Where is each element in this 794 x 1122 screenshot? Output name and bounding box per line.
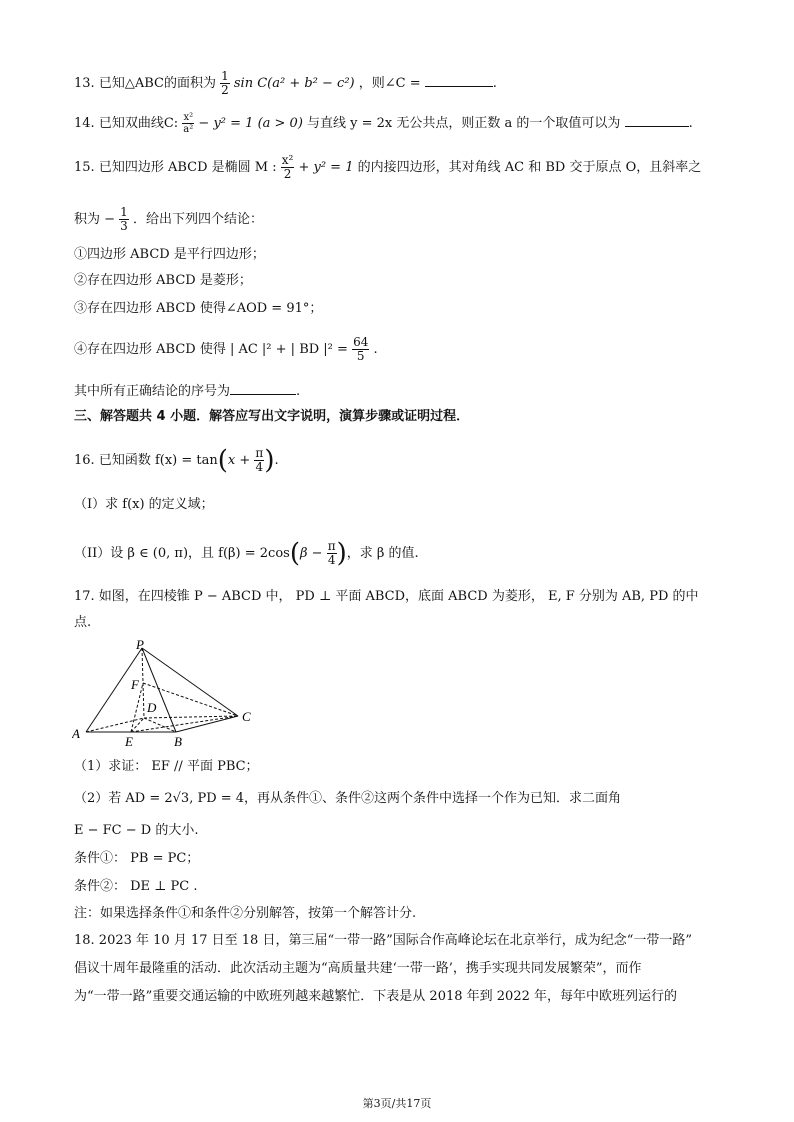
label-b: B [174,734,182,749]
edge-pc [142,648,238,716]
q17-line-2: 点. [74,615,92,630]
q17-condition-2: 条件②： DE ⊥ PC . [74,879,198,894]
label-d: D [147,700,157,715]
label-a: A [72,726,80,741]
edge-ad [86,718,144,732]
q14-answer-blank[interactable] [625,112,689,127]
edge-dc [144,716,238,718]
q15-conclusion-4: ④存在四边形 ABCD 使得 | AC |² + | BD |² = $\frac{64}{5}$ . [74,335,378,363]
q16-part-1: （I）求 f(x) 的定义域； [74,497,214,512]
q13-answer-blank[interactable] [425,72,493,87]
q14-text: 已知双曲线C: [98,116,179,131]
q15-expression: + y² = 1 [298,160,354,175]
q14-fraction: $\frac{\text{x²}}{\text{a²}}$ [183,112,194,135]
q16-fraction: $\frac{\pi}{4}$ [255,446,264,474]
q15-text: 已知四边形 ABCD 是椭圆 M : [98,160,277,175]
q15-fraction: $\frac{\text{x²}}{2}$ [281,153,294,181]
q15-answer-line: 其中所有正确结论的序号为 . [74,380,300,401]
pyramid-figure [72,638,272,753]
q15-conclusion-1: ①四边形 ABCD 是平行四边形； [74,247,265,262]
q15-text-2: 的内接四边形，其对角线 AC 和 BD 交于原点 O，且斜率之 [357,160,702,175]
q13-fraction: $\frac{1}{2}$ [221,69,229,97]
q14-number: 14. [74,116,95,131]
q16-p2-fraction: $\frac{\pi}{4}$ [327,539,336,567]
page-footer: 第3页/共17页 [362,1097,432,1110]
q14-text-2: 与直线 y = 2x 无公共点，则正数 a 的一个取值可以为 [307,116,621,131]
q15-c4-fraction: $\frac{64}{5}$ [353,335,369,363]
q17-condition-1: 条件①： PB = PC； [74,851,200,866]
q17-part-1: （1）求证： EF // 平面 PBC； [74,759,259,774]
q15-number: 15. [74,160,95,175]
label-e: E [125,734,133,749]
q14-expression: − y² = 1 (a > 0) [198,116,303,131]
q18-line-2: 倡议十周年最隆重的活动．此次活动主题为“高质量共建‘一带一路’，携手实现共同发展繁荣”，而作 [74,961,642,976]
q13-text-2: ，则∠C = [358,76,421,91]
q15-line-2: 积为 − $\frac{1}{3}$ ．给出下列四个结论： [74,205,263,233]
edge-fc [143,683,238,716]
q13-line: 13. 已知△ABC的面积为 $\frac{1}{2}$ sin C(a² + b² − c²) ，则∠C = . [74,69,497,97]
edge-bc [176,716,238,732]
q13-text: 已知△ABC的面积为 [98,76,216,91]
q17-part-2-cont: E − FC − D 的大小. [74,823,199,838]
q15-line-1 [74,154,701,181]
label-f: F [131,677,139,692]
label-c: C [242,709,251,724]
q16-line: 16. 已知函数 f(x) = tan(x + $\frac{\pi}{4}$ ). [74,445,279,476]
q18-line-3: 为“一带一路”重要交通运输的中欧班列越来越繁忙．下表是从 2018 年到 2022 年，每年中欧班列运行的 [74,989,677,1004]
q13-expression: sin C(a² + b² − c²) [233,76,355,91]
q16-part-2: （II）设 β ∈ (0, π)，且 f(β) = 2cos(β − $\frac{\pi}{4}$ )，求 β 的值. [74,538,419,569]
q17-part-2: （2）若 AD = 2√3, PD = 4，再从条件①、条件②这两个条件中选择一个作为已知．求二面角 [74,791,622,806]
q14-line: 14. 已知双曲线C: $\frac{\text{x²}}{\text{a²}}$ − y² = 1 (a > 0) 与直线 y = 2x 无公共点，则正数 a 的一个取值可以为 . [74,112,693,135]
label-p: P [136,638,144,652]
q15-answer-blank[interactable] [230,380,296,395]
q15-conclusion-2: ②存在四边形 ABCD 是菱形； [74,273,252,288]
q15-slope-fraction: $\frac{1}{3}$ [120,205,128,233]
q15-conclusion-3: ③存在四边形 ABCD 使得∠AOD = 91°； [74,301,323,316]
q18-line-1: 18. 2023 年 10 月 17 日至 18 日，第三届“一带一路”国际合作高峰论坛在北京举行，成为纪念“一带一路” [74,933,693,948]
section-3-heading: 三、解答题共 4 小题．解答应写出文字说明，演算步骤或证明过程． [74,409,470,424]
q17-note: 注：如果选择条件①和条件②分别解答，按第一个解答计分. [74,906,417,921]
q17-line-1: 17. 如图，在四棱锥 P − ABCD 中， PD ⊥ 平面 ABCD，底面 ABCD 为菱形， E, F 分别为 AB, PD 的中 [74,589,699,604]
q16-number: 16. [74,453,95,468]
q13-number: 13. [74,76,95,91]
